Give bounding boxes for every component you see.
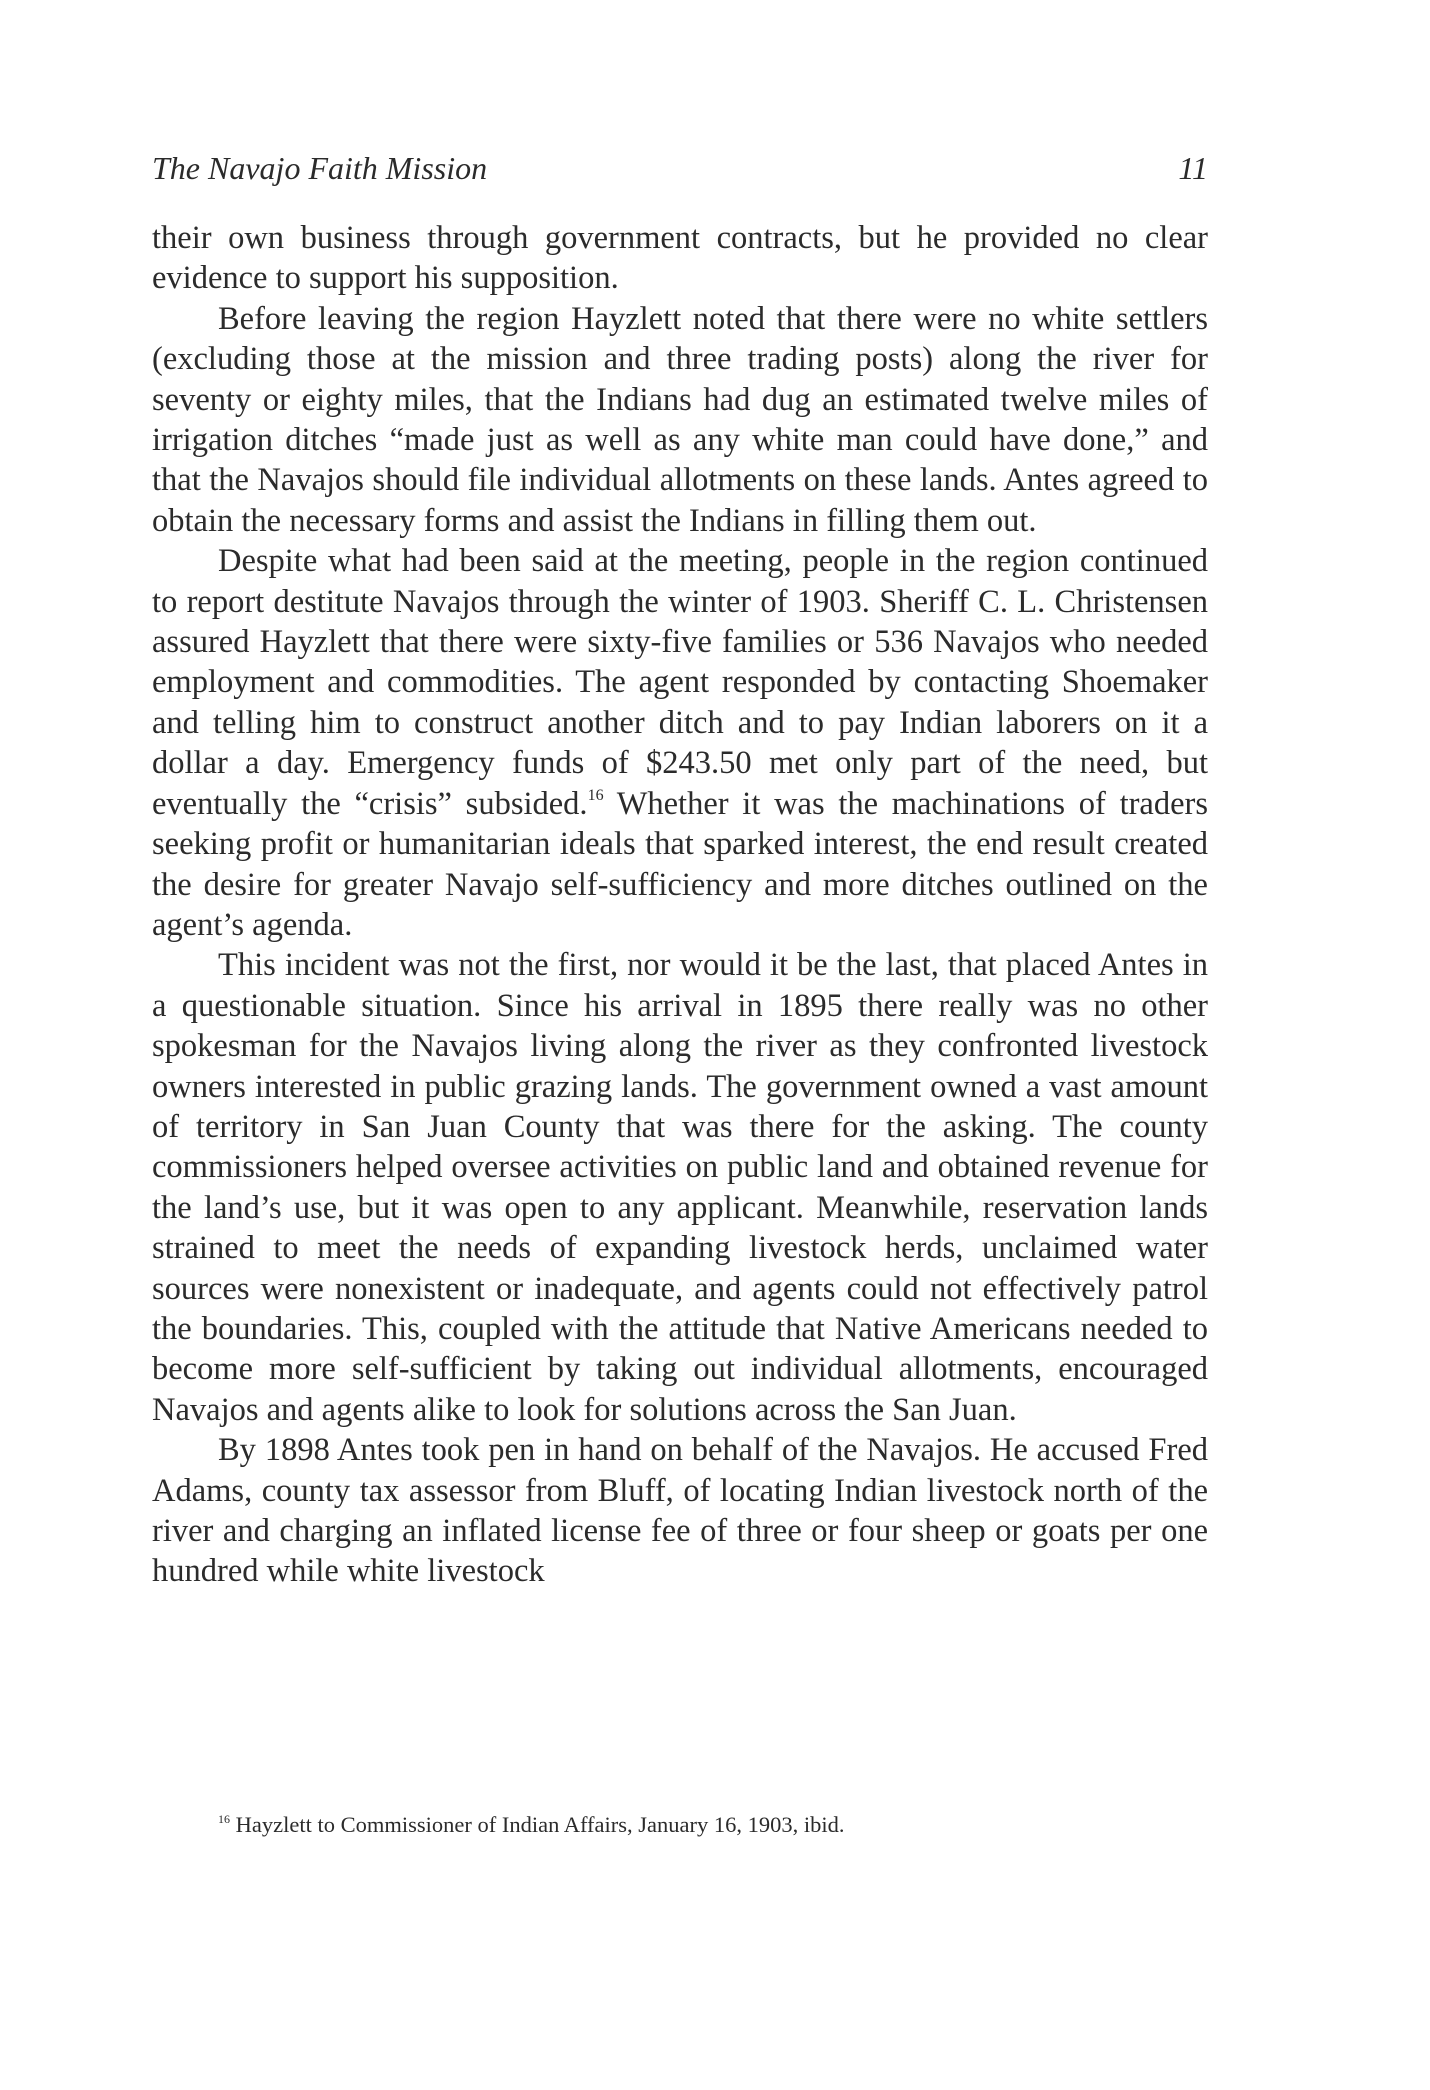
footnote-reference: 16	[587, 786, 604, 804]
paragraph-3-text-b: Whether it was the machinations of traders seeking profit or humanitarian ideals that sparked interest, the end result created the desire for greater Navajo self-sufficiency and more ditches outlined on the agent’s agenda.	[152, 785, 1208, 943]
body-text	[152, 218, 1208, 1592]
paragraph-3	[152, 541, 1208, 945]
footnote-number: 16	[218, 1812, 230, 1826]
page-number: 11	[1178, 150, 1208, 186]
footnote	[218, 1810, 1208, 1840]
running-head-title: The Navajo Faith Mission	[152, 150, 488, 186]
paragraph-1: their own business through government contracts, but he provided no clear evidence to support his supposition.	[152, 220, 1208, 297]
paragraph-3-text-a: Despite what had been said at the meeting, people in the region continued to report destitute Navajos through the winter of 1903. Sheriff C. L. Christensen assured Hayzlett that there were sixty-five families or 536 Navajos who needed employment and commodities. The agent responded by contacting Shoemaker and telling him to construct another ditch and to pay Indian laborers on it a dollar a day. Emergency funds of $243.50 met only part of the need, but eventually the “crisis” subsided.	[152, 543, 1208, 822]
paragraph-5: By 1898 Antes took pen in hand on behalf of the Navajos. He accused Fred Adams, county tax assessor from Bluff, of locating Indian livestock north of the river and charging an inflated license fee of three or four sheep or goats per one hundred while white livestock	[152, 1432, 1208, 1590]
paragraph-2: Before leaving the region Hayzlett noted that there were no white settlers (excluding those at the mission and three trading posts) along the river for seventy or eighty miles, that the Indians had dug an estimated twelve miles of irrigation ditches “made just as well as any white man could have done,” and that the Navajos should file individual allotments on these lands. Antes agreed to obtain the necessary forms and assist the Indians in filling them out.	[152, 300, 1208, 539]
footnote-text: Hayzlett to Commissioner of Indian Affairs, January 16, 1903, ibid.	[230, 1812, 845, 1837]
paragraph-4: This incident was not the first, nor would it be the last, that placed Antes in a questionable situation. Since his arrival in 1895 there really was no other spokesman for the Navajos living along the river as they confronted livestock owners interested in public grazing lands. The government owned a vast amount of territory in San Juan County that was there for the asking. The county commissioners helped oversee activities on public land and obtained revenue for the land’s use, but it was open to any applicant. Meanwhile, reservation lands strained to meet the needs of expanding livestock herds, unclaimed water sources were nonexistent or inadequate, and agents could not effectively patrol the boundaries. This, coupled with the attitude that Native Americans needed to become more self-sufficient by taking out individual allotments, encouraged Navajos and agents alike to look for solutions across the San Juan.	[152, 947, 1208, 1428]
running-head	[152, 146, 1208, 190]
